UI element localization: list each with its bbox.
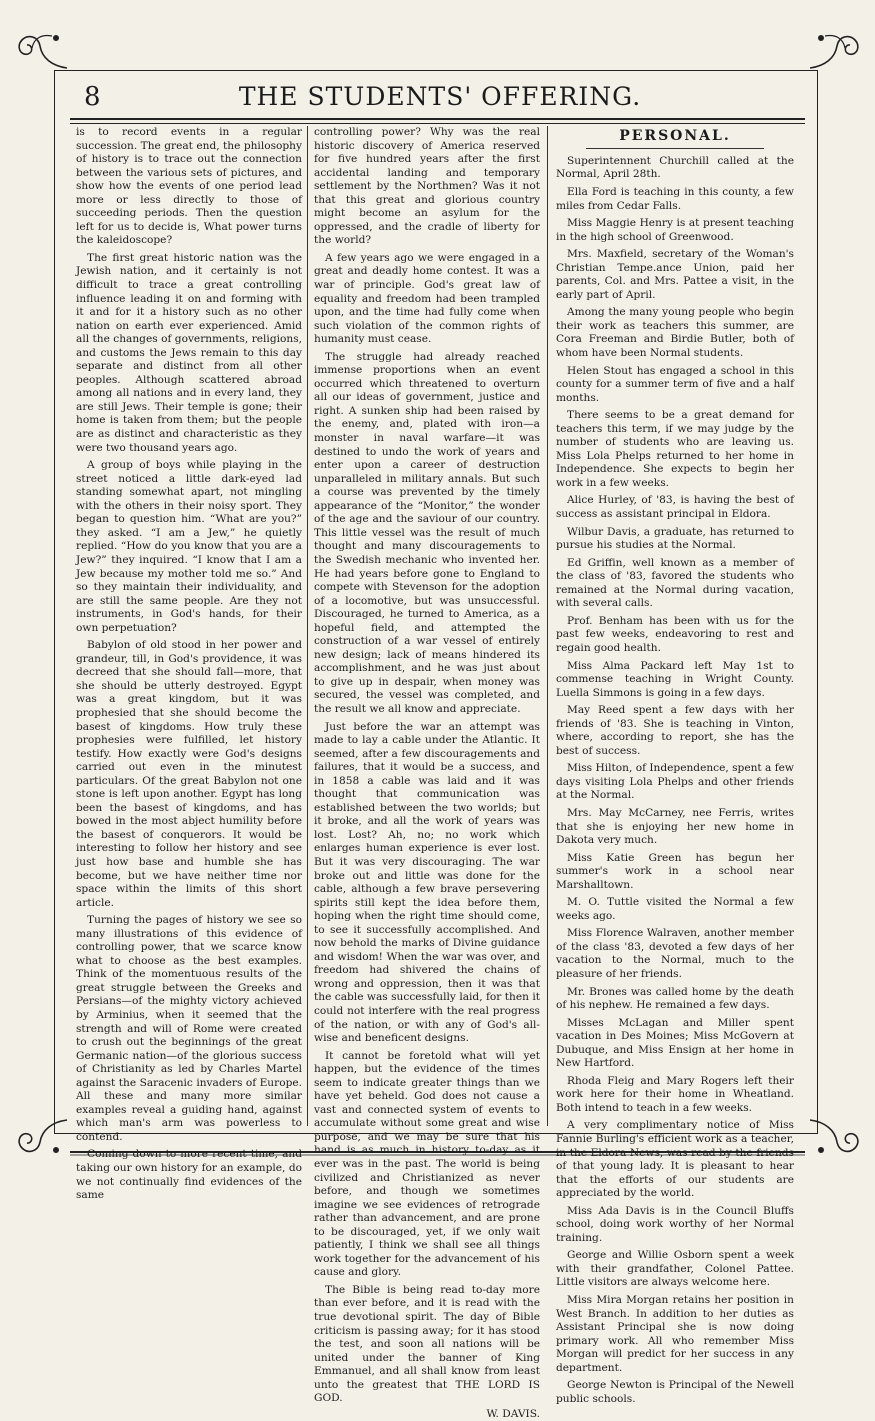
personal-item: Misses McLagan and Miller spent vacation in Des Moines; Miss McGovern at Dubuque, and Miss Ensign at her home in New Hartford.: [556, 1016, 794, 1070]
personal-item: Miss Mira Morgan retains her position in West Branch. In addition to her duties as Assistant Principal she is now doing primary work. All who remember Miss Morgan will predict for her success in any department.: [556, 1294, 794, 1374]
personal-item: Ed Griffin, well known as a member of the class of '83, favored the students who remained at the Normal during vacation, with several calls.: [556, 556, 794, 610]
personal-item: Mrs. Maxfield, secretary of the Woman's Christian Tempe.ance Union, paid her parents, Col. and Mrs. Pattee a visit, in the early part of April.: [556, 248, 794, 301]
article-paragraph: The struggle had already reached immense proportions when an event occurred which threatened to overturn all our ideas of government, justice and right. A sunken ship had been raised by the enemy, and, plated with iron—a monster in naval warfare—it was destined to undo the work of years and enter upon a career of destruction unparalleled in military annals. But such a course was prevented by the timely appearance of the “Monitor,” the wonder of the age and the saviour of our country. This little vessel was the result of much thought and many discouragements to the Swedish mechanic who invented her. He had years before gone to England to compete with Stevenson for the adoption of a locomotive, but was unsuccessful. Discouraged, he turned to America, as a hopeful field, and attempted the construction of a war vessel of entirely new design; lack of means hindered its accomplishment, and he was just about to give up in despair, when money was secured, the vessel was completed, and the result we all know and appreciate.: [314, 350, 540, 715]
personal-item: M. O. Tuttle visited the Normal a few weeks ago.: [556, 896, 794, 922]
article-paragraph: A group of boys while playing in the street noticed a little dark-eyed lad standing somewhat apart, not mingling with the others in their noisy sport. They began to question him. “What are you?” they asked. “I am a Jew,” he quietly replied. “How do you know that you are a Jew?” they inquired. “I know that I am a Jew because my mother told me so.” And so they maintain their individuality, and are still the same people. Are they not instruments, in God's hands, for their own perpetuation?: [76, 459, 302, 634]
article-paragraph: A few years ago we were engaged in a great and deadly home contest. It was a war of principle. God's great law of equality and freedom had been trampled upon, and the time had fully come when such violation of the common rights of humanity must cease.: [314, 251, 540, 346]
article-paragraph: Just before the war an attempt was made to lay a cable under the Atlantic. It seemed, after a few discouragements and failures, that it would be a success, and in 1858 a cable was laid and it was thought that communication was established between the two worlds; but it broke, and all the work of years was lost. Lost? Ah, no; no work which enlarges human experience is ever lost. But it was very discouraging. The war broke out and little was done for the cable, although a few brave persevering spirits still kept the idea before them, hoping when the right time should come, to see it successfully accomplished. And now behold the marks of Divine guidance and wisdom! When the war was over, and freedom had shivered the chains of wrong and oppression, then it was that the cable was successfully laid, for then it could not interfere with the real progress of the nation, or with any of God's all-wise and beneficent designs.: [314, 720, 540, 1045]
personal-item: Mr. Brones was called home by the death of his nephew. He remained a few days.: [556, 985, 794, 1012]
personal-item: Miss Hilton, of Independence, spent a few days visiting Lola Phelps and other friends at the Normal.: [556, 762, 794, 802]
article-paragraph: It cannot be foretold what will yet happen, but the evidence of the times seem to indicate greater things than we have yet beheld. God does not cause a vast and connected system of events to accumulate without some great and wise purpose, and we may be sure that his hand is as much in history to-day as it ever was in the past. The world is being civilized and Christianized as never before, and though we sometimes imagine we see evidences of retrograde rather than advancement, and are prone to be discouraged, yet, if we only wait patiently, I think we shall see all things work together for the advancement of his cause and glory.: [314, 1049, 540, 1279]
article-paragraph: Babylon of old stood in her power and grandeur, till, in God's providence, it was decreed that she should fall—more, that she should be utterly destroyed. Egypt was a great kingdom, but it was prophesied that she should become the basest of kingdoms. How truly these prophesies were fulfilled, let history testify. How exactly were God's designs carried out even in the minutest particulars. Of the great Babylon not one stone is left upon another. Egypt has long been the basest of kingdoms, and has bowed in the most abject humility before the basest of conquerors. It would be interesting to follow her history and see just how base and humble she has become, but we have neither time nor space within the limits of this short article.: [76, 639, 302, 909]
personal-item: Miss Alma Packard left May 1st to commense teaching in Wright County. Luella Simmons is going in a few days.: [556, 659, 794, 699]
personal-item: George Newton is Principal of the Newell public schools.: [556, 1379, 794, 1405]
personal-item: Miss Ada Davis is in the Council Bluffs school, doing work worthy of her Normal training.: [556, 1204, 794, 1244]
article-paragraph: is to record events in a regular succession. The great end, the philosophy of history is to trace out the connection between the various sets of pictures, and show how the events of one period lead more or less directly to those of succeeding periods. Then the question left for us to decide is, What power turns the kaleidoscope?: [76, 126, 302, 247]
article-paragraph: controlling power? Why was the real historic discovery of America reserved for five hundred years after the first accidental landing and temporary settlement by the Northmen? Was it not that this great and glorious country might become an asylum for the oppressed, and the cradle of liberty for the world?: [314, 126, 540, 247]
masthead-rule: [70, 118, 805, 124]
personal-section-title: PERSONAL.: [619, 128, 731, 144]
personal-item: A very complimentary notice of Miss Fannie Burling's efficient work as a teacher, in the Eldora News, was read by the friends of that young lady. It is pleasant to hear that the efforts of our students are appreciated by the world.: [556, 1119, 794, 1200]
article-paragraph: The Bible is being read to-day more than ever before, and it is read with the true devotional spirit. The day of Bible criticism is passing away; for it has stood the test, and soon all nations will be united under the banner of King Emmanuel, and all shall know from least unto the greatest that THE LORD IS GOD.: [314, 1283, 540, 1405]
article-signature: W. DAVIS.: [486, 1407, 540, 1420]
personal-item: Helen Stout has engaged a school in this county for a summer term of five and a half months.: [556, 364, 794, 404]
personal-item: May Reed spent a few days with her friends of '83. She is teaching in Vinton, where, according to report, she has the best of success.: [556, 704, 794, 757]
personal-item: Mrs. May McCarney, nee Ferris, writes that she is enjoying her new home in Dakota very much.: [556, 806, 794, 847]
personal-item: Rhoda Fleig and Mary Rogers left their work here for their home in Wheatland. Both intend to teach in a few weeks.: [556, 1074, 794, 1114]
personal-column: [556, 126, 794, 1405]
article-paragraph: Turning the pages of history we see so many illustrations of this evidence of controlling power, that we scarce know what to choose as the best examples. Think of the momentuous results of the great struggle between the Greeks and Persians—of the mighty victory achieved by Arminius, when it seemed that the strength and will of Rome were created to crush out the beginnings of the great Germanic nation—of the glorious success of Christianity as led by Charles Martel against the Saracenic invaders of Europe. All these and many more similar examples reveal a guiding hand, against which man's arm was powerless to contend.: [76, 914, 302, 1143]
personal-item: Miss Katie Green has begun her summer's work in a school near Marshalltown.: [556, 851, 794, 891]
article-paragraph: Coming down to more recent time, and taking our own history for an example, do we not continually find evidences of the same: [76, 1148, 302, 1202]
personal-item: Among the many young people who begin their work as teachers this summer, are Cora Freeman and Birdie Butler, both of whom have been Normal students.: [556, 306, 794, 360]
personal-item: Alice Hurley, of '83, is having the best of success as assistant principal in Eldora.: [556, 494, 794, 521]
personal-item: Superintennent Churchill called at the Normal, April 28th.: [556, 154, 794, 181]
article-column-1: [76, 126, 302, 1202]
personal-item: There seems to be a great demand for teachers this term, if we may judge by the number of students who are leaving us. Miss Lola Phelps returned to her home in Independence. She expects to begin her work in a few weeks.: [556, 409, 794, 489]
personal-item: Miss Florence Walraven, another member of the class '83, devoted a few days of her vacation to the Normal, much to the pleasure of her friends.: [556, 927, 794, 980]
column-divider: [307, 126, 308, 1126]
personal-item: George and Willie Osborn spent a week with their grandfather, Colonel Pattee. Little visitors are always welcome here.: [556, 1249, 794, 1289]
article-paragraph: The first great historic nation was the Jewish nation, and it certainly is not difficult to trace a great controlling influence leading it on and forming with it and for it a history such as no other nation on earth ever experienced. Amid all the changes of governments, religions, and customs the Jews remain to this day separate and distinct from all other peoples. Although scattered abroad among all nations and in every land, they are still Jews. Their temple is gone; their home is taken from them; but the people are as distinct and characteristic as they were two thousand years ago.: [76, 251, 302, 454]
personal-item: Prof. Benham has been with us for the past few weeks, endeavoring to rest and regain good health.: [556, 614, 794, 654]
page-number: 8: [84, 82, 101, 112]
personal-item: Ella Ford is teaching in this county, a few miles from Cedar Falls.: [556, 186, 794, 212]
masthead-title: THE STUDENTS' OFFERING.: [238, 82, 642, 111]
personal-item: Miss Maggie Henry is at present teaching in the high school of Greenwood.: [556, 217, 794, 243]
column-divider: [547, 126, 548, 1126]
article-column-2: [314, 126, 540, 1420]
personal-item: Wilbur Davis, a graduate, has returned to pursue his studies at the Normal.: [556, 525, 794, 552]
section-rule: [586, 148, 764, 149]
